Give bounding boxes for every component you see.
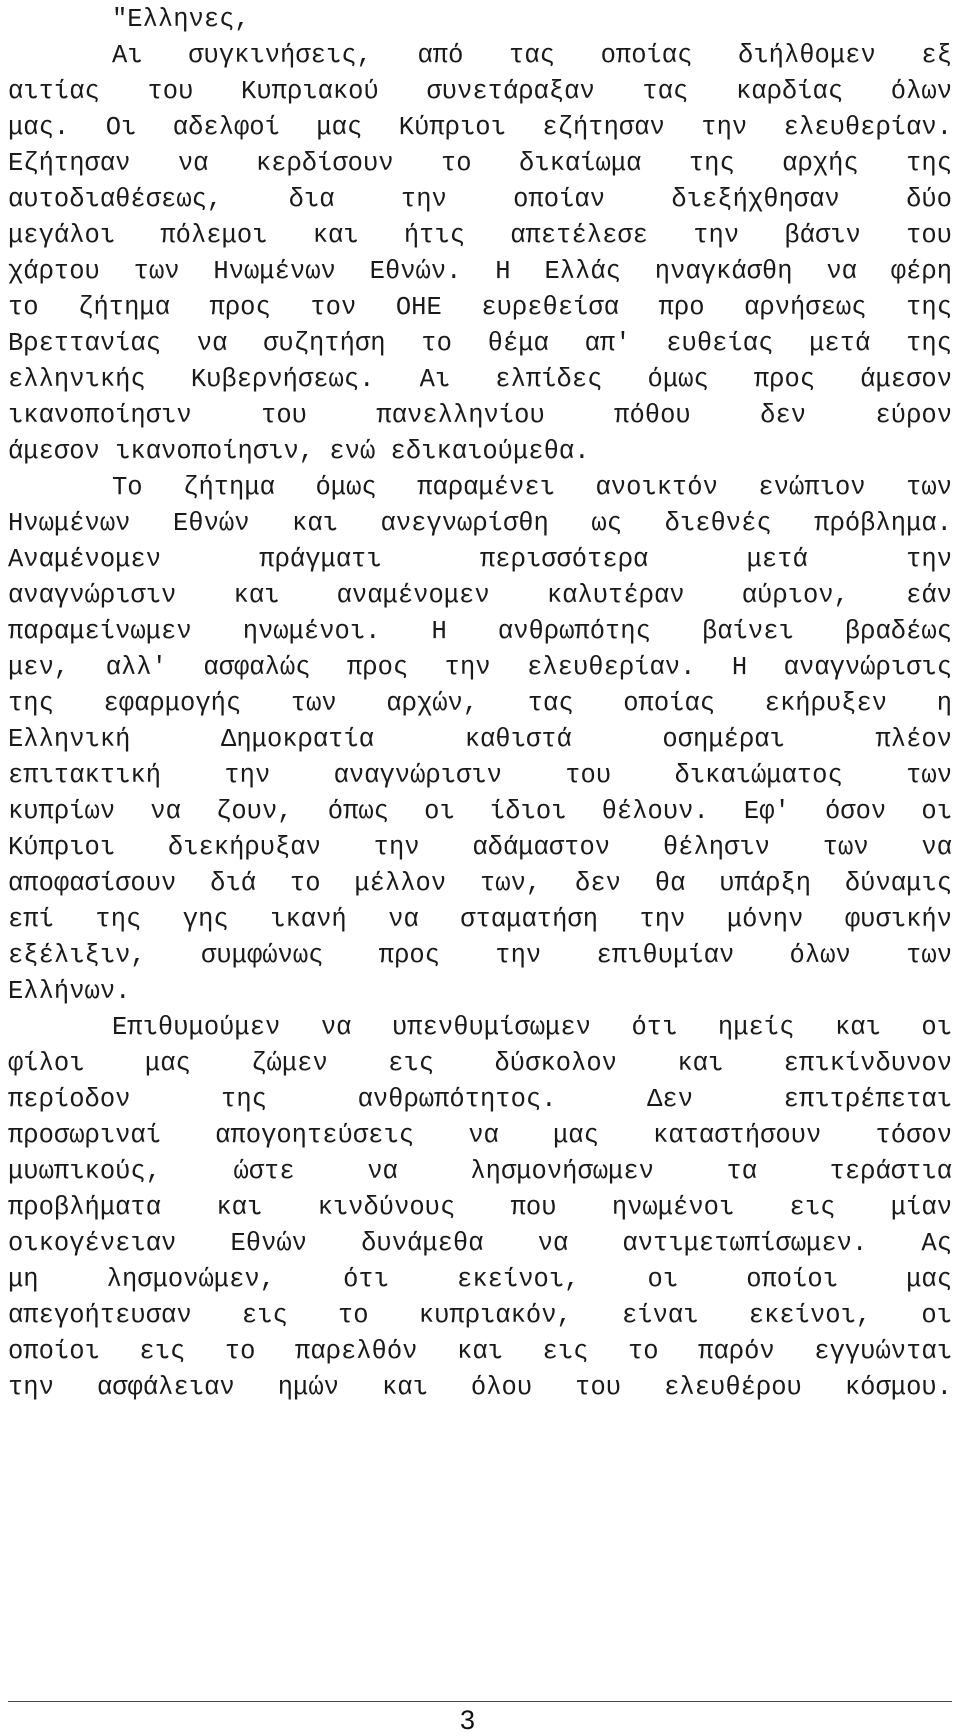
text-line: οποίοι εις το παρελθόν και εις το παρόν εγγυώνται	[8, 1337, 952, 1366]
text-line: παραμείνωμεν ηνωμένοι. Η ανθρωπότης βαίνει βραδέως	[8, 617, 952, 646]
text-line: Εζήτησαν να κερδίσουν το δικαίωμα της αρχής της	[8, 149, 952, 178]
text-line: αποφασίσουν διά το μέλλον των, δεν θα υπάρξη δύναμις	[8, 869, 952, 898]
text-line: Ηνωμένων Εθνών και ανεγνωρίσθη ως διεθνές πρόβλημα.	[8, 509, 952, 538]
text-line: άμεσον ικανοποίησιν, ενώ εδικαιούμεθα.	[8, 437, 590, 466]
text-line: Αι συγκινήσεις, από τας οποίας διήλθομεν εξ	[112, 41, 952, 70]
text-line: οικογένειαν Εθνών δυνάμεθα να αντιμετωπίσωμεν. Ας	[8, 1229, 952, 1258]
text-line: Κύπριοι διεκήρυξαν την αδάμαστον θέλησιν των να	[8, 833, 952, 862]
text-line: αυτοδιαθέσεως, δια την οποίαν διεξήχθησαν δύο	[8, 185, 952, 214]
text-line: περίοδον της ανθρωπότητος. Δεν επιτρέπεται	[8, 1085, 952, 1114]
text-line: επιτακτική την αναγνώρισιν του δικαιώματος των	[8, 761, 952, 790]
page-number: 3	[460, 1705, 476, 1735]
text-line: προσωριναί απογοητεύσεις να μας καταστήσουν τόσον	[8, 1121, 952, 1150]
footer-rule	[8, 1701, 952, 1702]
text-line: Το ζήτημα όμως παραμένει ανοικτόν ενώπιον των	[112, 473, 952, 502]
text-line: Ελλήνων.	[8, 977, 131, 1006]
text-line: επί της γης ικανή να σταματήση την μόνην φυσικήν	[8, 905, 952, 934]
text-line: Βρεττανίας να συζητήση το θέμα απ' ευθείας μετά της	[8, 329, 952, 358]
text-line: προβλήματα και κινδύνους που ηνωμένοι εις μίαν	[8, 1193, 952, 1222]
text-line: αναγνώρισιν και αναμένομεν καλυτέραν αύριον, εάν	[8, 581, 952, 610]
salutation-line: "Ελληνες,	[112, 5, 250, 34]
text-line: φίλοι μας ζώμεν εις δύσκολον και επικίνδυνον	[8, 1049, 952, 1078]
text-line: Ελληνική Δημοκρατία καθιστά οσημέραι πλέον	[8, 725, 952, 754]
text-line: μας. Οι αδελφοί μας Κύπριοι εζήτησαν την ελευθερίαν.	[8, 113, 952, 142]
text-line: Αναμένομεν πράγματι περισσότερα μετά την	[8, 545, 952, 574]
text-line: της εφαρμογής των αρχών, τας οποίας εκήρυξεν η	[8, 689, 952, 718]
text-line: Επιθυμούμεν να υπενθυμίσωμεν ότι ημείς και οι	[112, 1013, 952, 1042]
text-line: μεγάλοι πόλεμοι και ήτις απετέλεσε την βάσιν του	[8, 221, 952, 250]
text-line: ικανοποίησιν του πανελληνίου πόθου δεν εύρον	[8, 401, 952, 430]
text-line: εξέλιξιν, συμφώνως προς την επιθυμίαν όλων των	[8, 941, 952, 970]
text-line: ελληνικής Κυβερνήσεως. Αι ελπίδες όμως προς άμεσον	[8, 365, 952, 394]
text-line: αιτίας του Κυπριακού συνετάραξαν τας καρδίας όλων	[8, 77, 952, 106]
text-line: απεγοήτευσαν εις το κυπριακόν, είναι εκείνοι, οι	[8, 1301, 952, 1330]
text-line: μεν, αλλ' ασφαλώς προς την ελευθερίαν. Η αναγνώρισις	[8, 653, 952, 682]
text-line: κυπρίων να ζουν, όπως οι ίδιοι θέλουν. Εφ' όσον οι	[8, 797, 952, 826]
text-line: χάρτου των Ηνωμένων Εθνών. Η Ελλάς ηναγκάσθη να φέρη	[8, 257, 952, 286]
text-line: μυωπικούς, ώστε να λησμονήσωμεν τα τεράστια	[8, 1157, 952, 1186]
text-line: την ασφάλειαν ημών και όλου του ελευθέρου κόσμου.	[8, 1373, 952, 1402]
text-line: το ζήτημα προς τον ΟΗΕ ευρεθείσα προ αρνήσεως της	[8, 293, 952, 322]
text-line: μη λησμονώμεν, ότι εκείνοι, οι οποίοι μας	[8, 1265, 952, 1294]
